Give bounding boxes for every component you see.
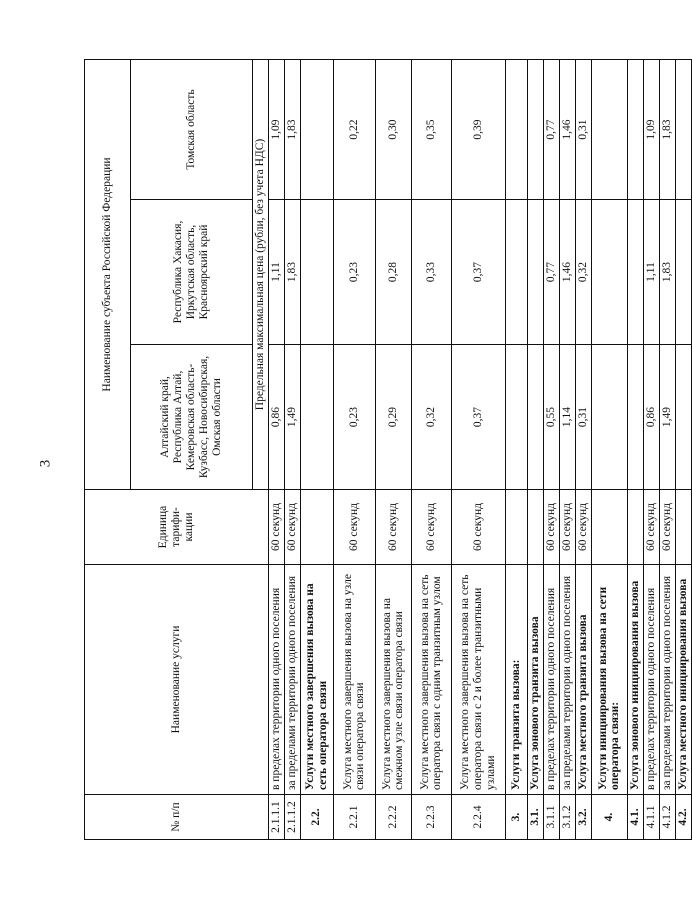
row-number: 4.1.2	[659, 795, 675, 840]
price-region-2	[505, 200, 527, 345]
price-region-1: 0,32	[411, 345, 451, 490]
price-region-1: 0,55	[543, 345, 559, 490]
tariff-unit: 60 секунд	[543, 490, 559, 565]
row-number: 3.1.2	[559, 795, 575, 840]
price-region-3: 0,31	[575, 60, 591, 200]
price-region-3: 0,30	[375, 60, 411, 200]
price-region-3: 0,77	[543, 60, 559, 200]
price-region-2	[300, 200, 333, 345]
service-name: Услуги местного завершения вызова на сеть оператора связи	[300, 565, 333, 795]
price-region-2: 0,28	[375, 200, 411, 345]
price-region-2: 1,11	[643, 200, 659, 345]
service-name: за пределами территории одного поселения	[559, 565, 575, 795]
row-number: 2.2.1	[333, 795, 375, 840]
service-name: Услуга местного завершения вызова на узле связи оператора связи	[333, 565, 375, 795]
price-region-2: 1,83	[284, 200, 300, 345]
price-region-1: 1,49	[659, 345, 675, 490]
service-name: за пределами территории одного поселения	[284, 565, 300, 795]
tariff-unit: 60 секунд	[284, 490, 300, 565]
row-number: 4.	[591, 795, 627, 840]
tariff-unit	[505, 490, 527, 565]
header-unit: Единица тарифи-кации	[85, 490, 269, 565]
table-row	[505, 60, 527, 840]
service-name: Услуга местного транзита вызова	[575, 565, 591, 795]
price-region-1: 0,31	[575, 345, 591, 490]
table-row	[643, 60, 659, 840]
tariff-unit: 60 секунд	[575, 490, 591, 565]
tariff-unit: 60 секунд	[659, 490, 675, 565]
tariff-unit	[627, 490, 643, 565]
header-region-1: Алтайский край, Республика Алтай, Кемеровская область-Кузбасс, Новосибирская, Омская области	[131, 345, 253, 490]
tariff-unit	[300, 490, 333, 565]
header-group-title: Наименование субъекта Российской Федерации	[85, 60, 131, 490]
row-number: 4.1.	[627, 795, 643, 840]
table-row	[268, 60, 284, 840]
price-region-1: 0,86	[268, 345, 284, 490]
tariff-unit: 60 секунд	[451, 490, 505, 565]
price-region-2: 0,23	[333, 200, 375, 345]
rotated-document	[84, 60, 689, 840]
row-number: 3.1.1	[543, 795, 559, 840]
price-region-3: 1,83	[659, 60, 675, 200]
row-number: 4.2.	[675, 795, 691, 840]
service-name: в пределах территории одного поселения	[643, 565, 659, 795]
price-region-3: 0,39	[451, 60, 505, 200]
price-region-2	[591, 200, 627, 345]
price-region-2	[627, 200, 643, 345]
table-row	[300, 60, 333, 840]
price-region-1: 0,23	[333, 345, 375, 490]
price-region-1	[627, 345, 643, 490]
row-number: 2.2.2	[375, 795, 411, 840]
header-name: Наименование услуги	[85, 565, 269, 795]
service-name: Услуга местного завершения вызова на смежном узле связи оператора связи	[375, 565, 411, 795]
price-region-3: 1,46	[559, 60, 575, 200]
row-number: 2.1.1.2	[284, 795, 300, 840]
price-region-2	[527, 200, 543, 345]
price-region-3: 1,09	[268, 60, 284, 200]
header-row-group	[85, 60, 131, 840]
service-name: Услуга местного завершения вызова на сеть оператора связи с одним транзитным узлом	[411, 565, 451, 795]
price-region-2: 0,37	[451, 200, 505, 345]
row-number: 2.2.	[300, 795, 333, 840]
row-number: 3.2.	[575, 795, 591, 840]
tariff-unit: 60 секунд	[333, 490, 375, 565]
price-region-1: 1,49	[284, 345, 300, 490]
table-row	[543, 60, 559, 840]
price-region-1	[591, 345, 627, 490]
tariff-unit: 60 секунд	[375, 490, 411, 565]
tariff-unit: 60 секунд	[643, 490, 659, 565]
price-region-2: 1,46	[559, 200, 575, 345]
table-row	[675, 60, 691, 840]
price-region-1	[505, 345, 527, 490]
price-region-2: 0,33	[411, 200, 451, 345]
price-region-3	[675, 60, 691, 200]
table-row	[627, 60, 643, 840]
price-region-1	[675, 345, 691, 490]
price-region-1	[527, 345, 543, 490]
table-row	[284, 60, 300, 840]
row-number: 3.1.	[527, 795, 543, 840]
row-number: 4.1.1	[643, 795, 659, 840]
price-region-3	[300, 60, 333, 200]
price-region-3: 0,35	[411, 60, 451, 200]
page-number: 3	[37, 459, 54, 468]
price-region-1	[300, 345, 333, 490]
table-row	[375, 60, 411, 840]
table-row	[527, 60, 543, 840]
row-number: 3.	[505, 795, 527, 840]
tariff-unit: 60 секунд	[559, 490, 575, 565]
price-region-1: 0,86	[643, 345, 659, 490]
price-region-3: 1,09	[643, 60, 659, 200]
tariff-unit	[527, 490, 543, 565]
tariff-unit	[591, 490, 627, 565]
tariff-unit: 60 секунд	[268, 490, 284, 565]
price-region-3	[627, 60, 643, 200]
service-name: Услуги транзита вызова:	[505, 565, 527, 795]
row-number: 2.1.1.1	[268, 795, 284, 840]
service-name: Услуга зонового инициирования вызова	[627, 565, 643, 795]
service-name: Услуга местного завершения вызова на сеть оператора связи с 2 и более транзитными узлами	[451, 565, 505, 795]
service-name: за пределами территории одного поселения	[659, 565, 675, 795]
table-row	[451, 60, 505, 840]
tariff-unit	[675, 490, 691, 565]
header-region-2: Республика Хакасия, Иркутская область, Красноярский край	[131, 200, 253, 345]
table-row	[659, 60, 675, 840]
table-row	[591, 60, 627, 840]
price-region-3: 1,83	[284, 60, 300, 200]
header-region-3: Томская область	[131, 60, 253, 200]
price-region-2	[675, 200, 691, 345]
header-price-note: Предельная максимальная цена (рубли, без учета НДС)	[253, 60, 269, 490]
price-region-2: 1,11	[268, 200, 284, 345]
service-name: в пределах территории одного поселения	[268, 565, 284, 795]
service-name: Услуга зонового транзита вызова	[527, 565, 543, 795]
price-region-3	[591, 60, 627, 200]
header-num: № п/п	[85, 795, 269, 840]
price-region-3: 0,22	[333, 60, 375, 200]
service-name: в пределах территории одного поселения	[543, 565, 559, 795]
price-region-3	[527, 60, 543, 200]
row-number: 2.2.4	[451, 795, 505, 840]
price-region-1: 1,14	[559, 345, 575, 490]
tariff-unit: 60 секунд	[411, 490, 451, 565]
table-row	[333, 60, 375, 840]
price-region-2: 0,32	[575, 200, 591, 345]
table-row	[411, 60, 451, 840]
price-region-2: 1,83	[659, 200, 675, 345]
row-number: 2.2.3	[411, 795, 451, 840]
service-name: Услуги инициирования вызова на сети оператора связи:	[591, 565, 627, 795]
price-region-1: 0,29	[375, 345, 411, 490]
price-region-1: 0,37	[451, 345, 505, 490]
tariff-table	[84, 59, 692, 840]
price-region-2: 0,77	[543, 200, 559, 345]
table-row	[575, 60, 591, 840]
table-row	[559, 60, 575, 840]
price-region-3	[505, 60, 527, 200]
service-name: Услуга местного инициирования вызова	[675, 565, 691, 795]
